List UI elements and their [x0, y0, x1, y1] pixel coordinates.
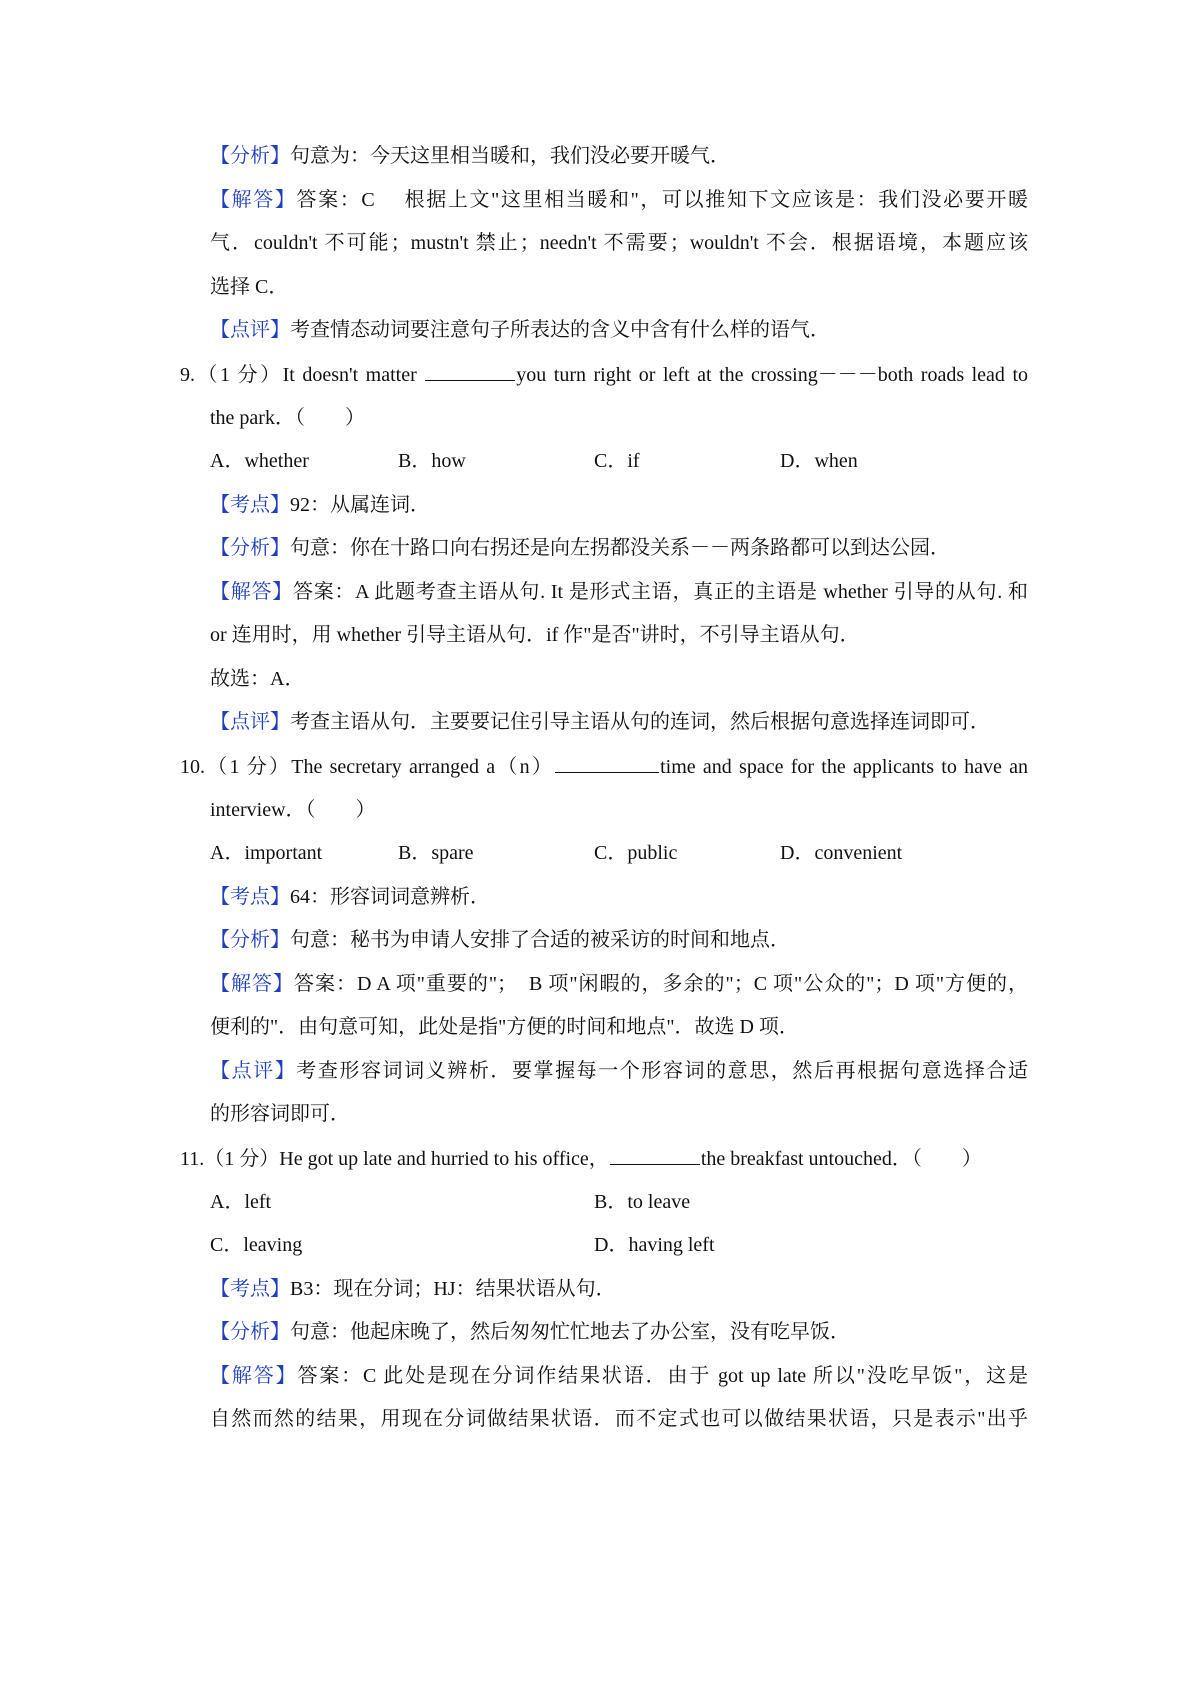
q10-option-a: A．important	[210, 842, 323, 864]
q11-point-text: B3：现在分词；HJ：结果状语从句．	[290, 1278, 616, 1300]
comment-tag: 【点评】	[210, 711, 290, 733]
prev-comment-line	[210, 316, 1028, 344]
q11-answer-line-2: 自然而然的结果，用现在分词做结果状语．而不定式也可以做结果状语，只是表示"出乎	[210, 1408, 1028, 1430]
analysis-tag: 【分析】	[210, 929, 290, 951]
q9-answer-line-1	[210, 578, 1028, 606]
q11-stem-prefix: 11.（1 分）He got up late and hurried to his office，	[180, 1148, 609, 1170]
prev-answer-text-1: 答案：C 根据上文"这里相当暖和"，可以推知下文应该是：我们没必要开暖	[296, 189, 1029, 211]
prev-comment-text: 考查情态动词要注意句子所表达的含义中含有什么样的语气．	[290, 319, 830, 341]
q10-option-b: B．spare	[398, 842, 474, 864]
q10-point-line	[210, 883, 1028, 911]
q10-answer-line-2: 便利的"．由句意可知，此处是指"方便的时间和地点"．故选 D 项．	[210, 1016, 799, 1038]
q9-point-text: 92：从属连词．	[290, 494, 430, 516]
q11-answer-text-1: 答案：C 此处是现在分词作结果状语．由于 got up late 所以"没吃早饭"，这是	[297, 1365, 1029, 1387]
q11-answer-blank	[610, 1144, 700, 1165]
q10-point-text: 64：形容词词意辨析．	[290, 886, 490, 908]
answer-tag: 【解答】	[210, 973, 295, 995]
q9-answer-blank	[425, 360, 515, 381]
q11-point-line	[210, 1275, 1028, 1303]
q9-stem-prefix: 9.（1 分）It doesn't matter	[180, 364, 425, 386]
answer-tag: 【解答】	[210, 581, 293, 603]
q11-stem-line-1	[180, 1144, 1028, 1173]
q11-answer-line-1	[210, 1362, 1028, 1390]
q9-point-line	[210, 491, 1028, 519]
q11-option-c: C．leaving	[210, 1234, 303, 1256]
q9-answer-line-2: or 连用时，用 whether 引导主语从句．if 作"是否"讲时，不引导主语从句．	[210, 624, 860, 646]
q10-comment-text-1: 考查形容词词义辨析．要掌握每一个形容词的意思，然后再根据句意选择合适	[296, 1060, 1029, 1082]
q9-option-a: A．whether	[210, 450, 309, 472]
q11-analysis-text: 句意：他起床晚了，然后匆匆忙忙地去了办公室，没有吃早饭．	[290, 1321, 850, 1343]
answer-tag: 【解答】	[210, 189, 297, 211]
q9-option-d: D．when	[780, 450, 858, 472]
analysis-tag: 【分析】	[210, 537, 290, 559]
q10-comment-line-2: 的形容词即可．	[210, 1103, 350, 1125]
q11-option-a: A．left	[210, 1191, 272, 1213]
q9-option-c: C．if	[594, 450, 640, 472]
q11-options-row-2	[210, 1231, 1028, 1259]
q10-stem-line-1	[180, 752, 1028, 781]
answer-tag: 【解答】	[210, 1365, 298, 1387]
q10-analysis-text: 句意：秘书为申请人安排了合适的被采访的时间和地点．	[290, 929, 790, 951]
q10-answer-text-1: 答案：D A 项"重要的"； B 项"闲暇的，多余的"；C 项"公众的"；D 项"方便的，	[294, 973, 1029, 995]
comment-tag: 【点评】	[210, 1060, 297, 1082]
analysis-tag: 【分析】	[210, 1321, 290, 1343]
q10-stem-suffix: time and space for the applicants to have an	[660, 756, 1028, 778]
q9-stem-line-2: the park．（ ）	[210, 407, 365, 429]
q9-comment-text: 考查主语从句．主要要记住引导主语从句的连词，然后根据句意选择连词即可．	[290, 711, 990, 733]
q9-stem-suffix: you turn right or left at the crossing－－－both roads lead to	[516, 364, 1029, 386]
point-tag: 【考点】	[210, 494, 290, 516]
q10-options	[210, 839, 1028, 867]
comment-tag: 【点评】	[210, 319, 290, 341]
q11-analysis-line	[210, 1318, 1028, 1346]
q9-stem-line-1	[180, 360, 1028, 389]
point-tag: 【考点】	[210, 1278, 290, 1300]
q9-analysis-line	[210, 534, 1028, 562]
prev-analysis-text: 句意为：今天这里相当暖和，我们没必要开暖气．	[290, 145, 730, 167]
prev-answer-line-2: 气．couldn't 不可能；mustn't 禁止；needn't 不需要；wouldn't 不会．根据语境，本题应该	[210, 232, 1028, 254]
q10-answer-line-1	[210, 970, 1028, 998]
q10-stem-line-2: interview．（ ）	[210, 799, 376, 821]
q11-options-row-1	[210, 1188, 1028, 1216]
prev-answer-line-1	[210, 186, 1028, 214]
point-tag: 【考点】	[210, 886, 290, 908]
q10-comment-line-1	[210, 1057, 1028, 1085]
q9-options	[210, 447, 1028, 475]
q10-answer-blank	[555, 752, 659, 773]
q9-answer-text-1: 答案：A 此题考查主语从句. It 是形式主语，真正的主语是 whether 引导的从句. 和	[292, 581, 1028, 603]
q10-option-c: C．public	[594, 842, 678, 864]
q10-stem-prefix: 10.（1 分）The secretary arranged a（n）	[180, 756, 555, 778]
q11-stem-suffix: the breakfast untouched．（ ）	[700, 1148, 982, 1170]
q10-analysis-line	[210, 926, 1028, 954]
q9-comment-line	[210, 708, 1028, 736]
q11-option-b: B．to leave	[594, 1191, 691, 1213]
q9-answer-line-3: 故选：A．	[210, 668, 305, 690]
prev-analysis-line	[210, 142, 1028, 170]
q9-option-b: B．how	[398, 450, 466, 472]
q9-analysis-text: 句意：你在十路口向右拐还是向左拐都没关系－－两条路都可以到达公园．	[290, 537, 950, 559]
analysis-tag: 【分析】	[210, 145, 290, 167]
prev-answer-line-3: 选择 C．	[210, 276, 289, 298]
q10-option-d: D．convenient	[780, 842, 903, 864]
q11-option-d: D．having left	[594, 1234, 715, 1256]
